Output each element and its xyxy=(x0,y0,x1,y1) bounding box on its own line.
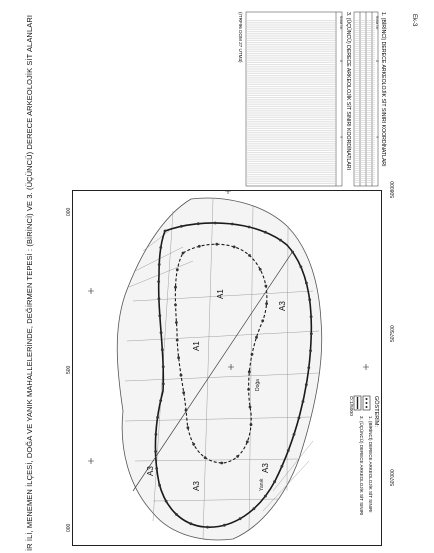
datum-note: (ITRF96 DOM 27 UTM3) xyxy=(238,12,243,63)
boundary-point-marker xyxy=(273,480,276,483)
boundary-point-marker xyxy=(174,286,177,289)
boundary-point-marker xyxy=(265,302,268,305)
grid-label-507000: 507000 xyxy=(390,469,396,486)
boundary-point-marker xyxy=(248,226,251,229)
boundary-point-marker xyxy=(197,222,200,225)
table3-header-x: X xyxy=(339,60,343,63)
boundary-point-marker xyxy=(162,365,165,368)
boundary-point-marker xyxy=(156,416,159,419)
boundary-point-marker xyxy=(189,522,192,525)
boundary-point-marker xyxy=(247,388,250,391)
boundary-point-marker xyxy=(293,433,296,436)
legend-item-third-degree: 3. (ÜÇÜNCÜ) DERECE ARKEOLOJİK SİT SINIRI xyxy=(359,416,364,516)
boundary-point-marker xyxy=(265,285,268,288)
table3-header-y: Y xyxy=(339,136,343,139)
zone-label-a1-upper: A1 xyxy=(216,289,225,299)
boundary-point-marker xyxy=(159,246,162,249)
boundary-point-marker xyxy=(198,245,201,248)
legend-item-first-degree: 1. (BİRİNCİ) DERECE ARKEOLOJİK SİT SINIRI xyxy=(368,416,373,513)
zone-label-a3-center: A3 xyxy=(192,481,201,491)
boundary-point-marker xyxy=(307,366,310,369)
boundary-point-marker xyxy=(177,356,180,359)
boundary-point-marker xyxy=(220,462,223,465)
boundary-point-marker xyxy=(250,423,253,426)
boundary-point-marker xyxy=(158,484,161,487)
map-scale: Ö:1/5000 xyxy=(348,396,353,416)
table3-rows xyxy=(248,20,334,184)
zone-label-a3-right-lower: A3 xyxy=(261,463,270,473)
boundary-point-marker xyxy=(162,383,165,386)
boundary-point-marker xyxy=(175,321,178,324)
boundary-point-marker xyxy=(310,315,313,318)
boundary-point-marker xyxy=(264,495,267,498)
table3-header-no: Nokta No xyxy=(339,16,343,30)
grid-label-left-lower: 000 xyxy=(66,523,72,532)
boundary-point-marker xyxy=(231,223,234,226)
legend-drawing xyxy=(335,392,390,542)
boundary-point-marker xyxy=(176,339,179,342)
boundary-point-marker xyxy=(251,353,254,356)
legend xyxy=(335,392,390,542)
table3-title: 3. (ÜÇÜNCÜ) DERECE ARKEOLOJİK SİT SINIRI KOORDİNATLARI xyxy=(345,12,351,171)
boundary-point-marker xyxy=(180,225,183,228)
boundary-point-marker xyxy=(249,406,252,409)
boundary-point-marker xyxy=(233,246,236,249)
table1-rows xyxy=(356,20,374,184)
boundary-point-marker xyxy=(174,304,177,307)
boundary-point-marker xyxy=(161,348,164,351)
table1-title: 1. (BİRİNCİ) DERECE ARKEOLOJİK SİT SINIRI KOORDİNATLARI xyxy=(380,12,386,167)
boundary-point-marker xyxy=(214,222,217,225)
coordinate-tables xyxy=(230,8,390,188)
boundary-point-marker xyxy=(182,391,185,394)
boundary-point-marker xyxy=(239,517,242,520)
boundary-point-marker xyxy=(309,349,312,352)
boundary-point-marker xyxy=(187,426,190,429)
page-label: Ek-3 xyxy=(411,14,417,27)
boundary-point-marker xyxy=(158,263,161,266)
boundary-point-marker xyxy=(206,526,209,529)
boundary-point-marker xyxy=(155,467,158,470)
boundary-point-marker xyxy=(155,433,158,436)
place-label-doga: Doğa xyxy=(255,379,261,391)
boundary-point-marker xyxy=(305,282,308,285)
boundary-point-marker xyxy=(300,265,303,268)
place-label-yanik: Yanık xyxy=(259,478,265,491)
boundary-point-marker xyxy=(281,465,284,468)
boundary-point-marker xyxy=(248,370,251,373)
boundary-point-marker xyxy=(176,268,179,271)
boundary-point-marker xyxy=(154,450,157,453)
boundary-point-marker xyxy=(158,314,161,317)
boundary-point-marker xyxy=(175,513,178,516)
boundary-point-marker xyxy=(259,268,262,271)
boundary-point-marker xyxy=(158,297,161,300)
boundary-point-marker xyxy=(305,383,308,386)
grid-label-left-upper: 000 xyxy=(66,207,72,216)
boundary-point-marker xyxy=(298,417,301,420)
boundary-point-marker xyxy=(215,243,218,246)
boundary-point-marker xyxy=(180,374,183,377)
zone-label-a3-right-upper: A3 xyxy=(278,301,287,311)
boundary-point-marker xyxy=(261,319,264,322)
boundary-point-marker xyxy=(192,443,195,446)
boundary-point-marker xyxy=(253,507,256,510)
boundary-point-marker xyxy=(279,239,282,242)
boundary-point-marker xyxy=(248,254,251,257)
boundary-point-marker xyxy=(160,331,163,334)
legend-title: GÖSTERİM: xyxy=(373,396,379,427)
grid-label-508000: 508000 xyxy=(390,181,396,198)
boundary-point-marker xyxy=(182,252,185,255)
zone-label-a3-left: A3 xyxy=(146,466,155,476)
boundary-point-marker xyxy=(302,400,305,403)
boundary-point-marker xyxy=(246,440,249,443)
boundary-point-marker xyxy=(204,456,207,459)
grid-label-507500: 507500 xyxy=(390,325,396,342)
boundary-point-marker xyxy=(165,500,168,503)
boundary-point-marker xyxy=(264,231,267,234)
page-title: İR İLİ, MENEMEN İLÇESİ, DOĞA VE YANIK MAHALLELERİNDE, DEĞİRMEN TEPESİ : (BİRİNCİ) VE 3. (ÜÇÜNCÜ) DERECE ARKEOLOJİK SİT ALANLARI xyxy=(25,14,34,551)
boundary-point-marker xyxy=(308,298,311,301)
boundary-point-marker xyxy=(159,399,162,402)
boundary-point-marker xyxy=(223,524,226,527)
table1-header-x: X xyxy=(375,60,379,63)
zone-label-a1-lower: A1 xyxy=(192,341,201,351)
boundary-point-marker xyxy=(310,332,313,335)
boundary-point-marker xyxy=(287,449,290,452)
boundary-point-marker xyxy=(164,230,167,233)
grid-label-left-middle: 500 xyxy=(66,365,72,374)
table1-grid xyxy=(354,12,378,186)
coordinate-tables-drawing xyxy=(230,8,390,188)
table1-header-no: Nokta No xyxy=(375,16,379,30)
boundary-point-marker xyxy=(236,455,239,458)
boundary-point-marker xyxy=(255,336,258,339)
boundary-point-marker xyxy=(157,280,160,283)
table1-header-y: Y xyxy=(375,136,379,139)
